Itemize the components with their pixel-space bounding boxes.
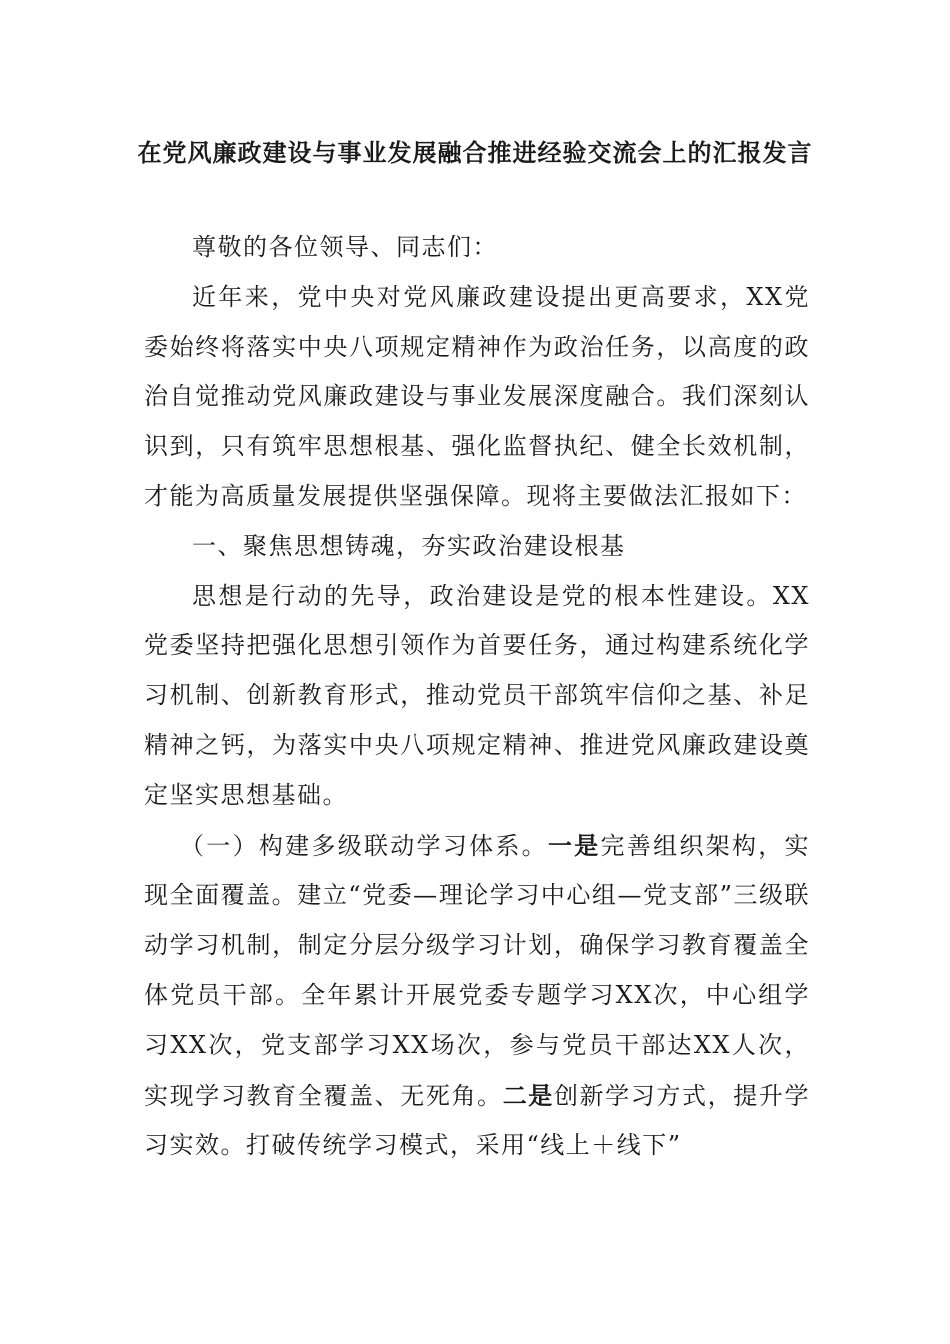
salutation: 尊敬的各位领导、同志们： [192, 233, 498, 261]
document-title: 在党风廉政建设与事业发展融合推进经验交流会上的汇报发言 [137, 138, 813, 167]
document-body [144, 223, 810, 1171]
point-label: 二是 [502, 1080, 554, 1110]
point-text: 创新学习方式，提升学习实效。打破传统学习模式，采用“线上＋线下” [144, 1081, 811, 1160]
point-label: 一是 [547, 830, 601, 860]
intro-paragraph: 近年来，党中央对党风廉政建设提出更高要求，XX党委始终将落实中央八项规定精神作为政治任务，以高度的政治自觉推动党风廉政建设与事业发展深度融合。我们深刻认识到，只有筑牢思想根基、强化监督执纪、健全长效机制，才能为高质量发展提供坚强保障。现将主要做法汇报如下： [144, 282, 810, 510]
point-text: 完善组织架构，实现全面覆盖。建立“党委—理论学习中心组—党支部”三级联动学习机制，制定分层分级学习计划，确保学习教育覆盖全体党员干部。全年累计开展党委专题学习XX次，中心组学习XX次，党支部学习XX场次，参与党员干部达XX人次，实现学习教育全覆盖、无死角。 [144, 831, 811, 1110]
subsection-heading: （一）构建多级联动学习体系。 [180, 831, 548, 860]
section-heading: 一、聚焦思想铸魂，夯实政治建设根基 [192, 531, 626, 560]
section-paragraph: 思想是行动的先导，政治建设是党的根本性建设。XX党委坚持把强化思想引领作为首要任务，通过构建系统化学习机制、创新教育形式，推动党员干部筑牢信仰之基、补足精神之钙，为落实中央八项规定精神、推进党风廉政建设奠定坚实思想基础。 [144, 581, 810, 809]
subsection-paragraph [144, 821, 810, 1172]
